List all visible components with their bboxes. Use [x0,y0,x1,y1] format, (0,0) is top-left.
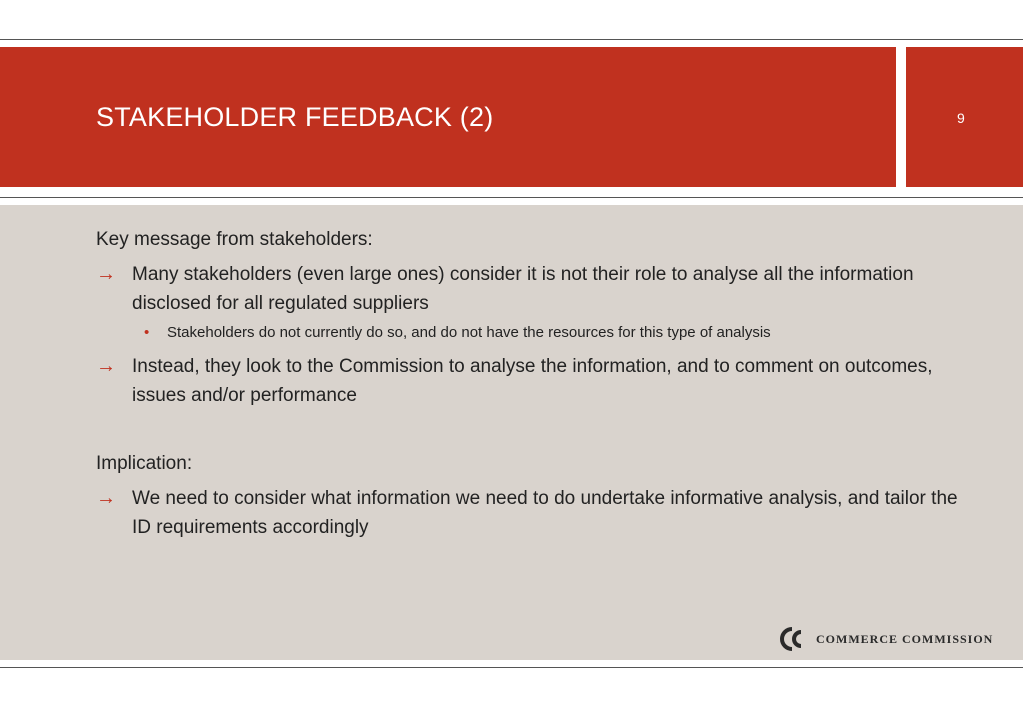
header-bottom-rule [0,197,1023,198]
list-item-text: Many stakeholders (even large ones) consider it is not their role to analyse all the information disclosed for all regulated suppliers [132,264,914,314]
list-item [96,484,976,542]
list-item-text: We need to consider what information we need to do undertake informative analysis, and tailor the ID requirements accordingly [132,488,958,538]
top-rule [0,39,1023,40]
commerce-commission-logo-icon [776,626,810,652]
list-item [96,260,976,318]
heading-key-message: Key message from stakeholders: [96,229,373,250]
list-item [96,352,976,410]
slide-title: STAKEHOLDER FEEDBACK (2) [96,102,494,132]
logo-text: COMMERCE COMMISSION [816,631,994,646]
list-item-text: Instead, they look to the Commission to analyse the information, and to comment on outcomes, issues and/or performance [132,356,933,406]
bottom-rule [0,667,1023,668]
heading-implication: Implication: [96,453,193,474]
slide-content [96,226,976,546]
arrow-bullet-icon: → [96,487,116,509]
arrow-bullet-icon: → [96,355,116,377]
page-number: 9 [957,110,965,126]
arrow-bullet-icon: → [96,263,116,285]
sub-list-item [96,322,976,344]
commerce-commission-logo [776,626,993,652]
sub-list-item-text: Stakeholders do not currently do so, and do not have the resources for this type of analysis [167,324,771,341]
dot-bullet-icon: • [144,324,150,341]
